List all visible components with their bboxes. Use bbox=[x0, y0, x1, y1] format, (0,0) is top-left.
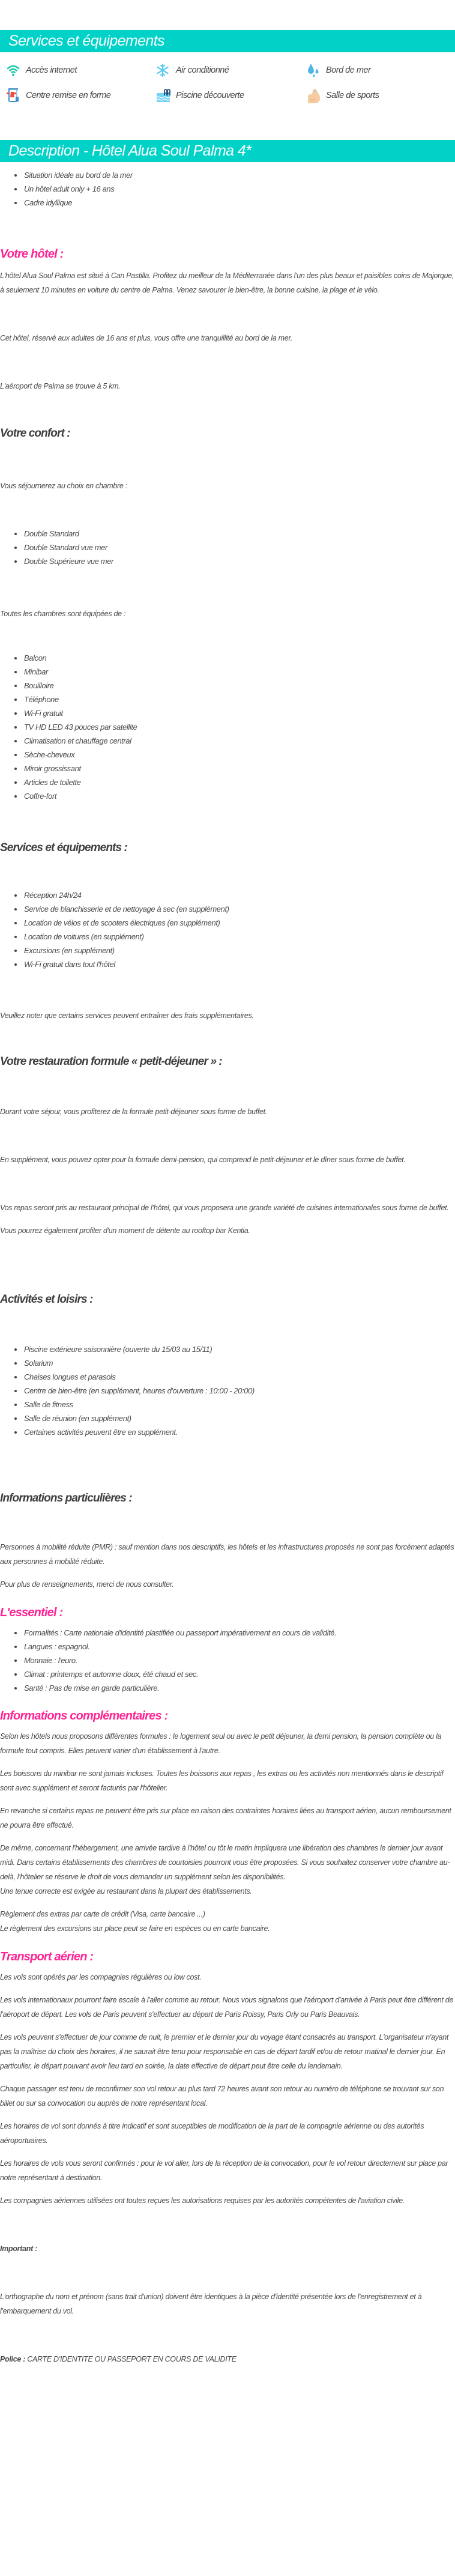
transport-paragraph: Les horaires de vol sont donnés à titre indicatif et sont suceptibles de modification de la part de la compagnie aérienne ou des autorités aéroportuaires. bbox=[0, 2122, 424, 2145]
section-heading-services: Services et équipements : bbox=[0, 841, 127, 854]
amenity-label: Bord de mer bbox=[326, 65, 371, 75]
amenity-label: Accès internet bbox=[26, 65, 77, 75]
hotel-paragraph: L'aéroport de Palma se trouve à 5 km. bbox=[0, 382, 121, 390]
amenity-label: Salle de sports bbox=[326, 91, 379, 100]
services-banner-title: Services et équipements bbox=[8, 32, 164, 49]
list-item: Location de voitures (en supplément) bbox=[24, 930, 455, 944]
restauration-paragraph: Vous pourrez également profiter d'un moment de détente au rooftop bar Kentia. bbox=[0, 1226, 250, 1235]
list-item: Cadre idyllique bbox=[24, 196, 455, 210]
list-item: Balcon bbox=[24, 651, 455, 665]
list-item: Location de vélos et de scooters électriques (en supplément) bbox=[24, 916, 455, 930]
list-item: Certaines activités peuvent être en supplément. bbox=[24, 1425, 455, 1439]
fitness-machine-icon bbox=[7, 88, 26, 103]
amenity-label: Air conditionné bbox=[176, 65, 229, 75]
hotel-paragraph: Cet hôtel, réservé aux adultes de 16 ans et plus, vous offre une tranquillité au bord de la mer. bbox=[0, 334, 293, 342]
list-item: Salle de fitness bbox=[24, 1398, 455, 1411]
section-heading-transport: Transport aérien : bbox=[0, 1950, 94, 1963]
swimming-pool-icon bbox=[157, 88, 176, 103]
important-paragraph: L'orthographe du nom et prénom (sans trait d'union) doivent être identiques à la pièce d'identité présentée lors de l'enregistrement et à l'embarquement du vol. bbox=[0, 2293, 422, 2315]
list-item: Service de blanchisserie et de nettoyage à sec (en supplément) bbox=[24, 902, 455, 916]
section-heading-activites: Activités et loisirs : bbox=[0, 1293, 93, 1306]
list-item: Wi-Fi gratuit dans tout l'hôtel bbox=[24, 957, 455, 971]
informations-paragraph: Pour plus de renseignements, merci de nous consulter. bbox=[0, 1580, 174, 1589]
list-item: Piscine extérieure saisonnière (ouverte du 15/03 au 15/11) bbox=[24, 1342, 455, 1356]
list-item: Coffre-fort bbox=[24, 789, 455, 803]
list-item: Sèche-cheveux bbox=[24, 748, 455, 762]
description-banner bbox=[0, 140, 455, 162]
complementaires-paragraph: Les boissons du minibar ne sont jamais incluses. Toutes les boissons aux repas , les extras ou les activités non mentionnés dans le descriptif sont avec supplément et seront facturés par l'hôtelier. bbox=[0, 1769, 444, 1792]
informations-paragraph: Personnes à mobilité réduite (PMR) : sauf mention dans nos descriptifs, les hôtels et les infrastructures proposés ne sont pas forcément adaptés aux personnes à mobilité réduite. bbox=[0, 1543, 454, 1566]
complementaires-paragraph: Le règlement des excursions sur place peut se faire en espèces ou en carte bancaire. bbox=[0, 1924, 270, 1933]
restauration-paragraph: En supplément, vous pouvez opter pour la formule demi-pension, qui comprend le petit-déjeuner et le dîner sous forme de buffet. bbox=[0, 1156, 406, 1164]
amenity-air-conditioning bbox=[157, 63, 307, 77]
list-item: TV HD LED 43 pouces par satellite bbox=[24, 720, 455, 734]
restauration-paragraph: Vos repas seront pris au restaurant principal de l’hôtel, qui vous proposera une grande variété de cuisines internationales sous forme de buffet. bbox=[0, 1204, 449, 1212]
section-heading-confort: Votre confort : bbox=[0, 427, 70, 440]
complementaires-paragraph: Règlement des extras par carte de crédit (Visa, carte bancaire ...) bbox=[0, 1910, 205, 1918]
list-item: Téléphone bbox=[24, 692, 455, 706]
list-item: Langues : espagnol. bbox=[24, 1640, 455, 1653]
rooms-list bbox=[0, 527, 455, 568]
complementaires-paragraph: De même, concernant l'hébergement, une arrivée tardive à l'hôtel ou tôt le matin impliquera une libération des chambres le dernier jour avant midi. Dans certains établissements des chambres de courtoisies pourront vous être proposées. Si vous souhaitez conserver votre chambre au-delà, l'hôtelier se réserve le droit de vous demander un supplément selon les disponibilités. bbox=[0, 1844, 450, 1881]
list-item: Miroir grossissant bbox=[24, 762, 455, 775]
complementaires-paragraph: Une tenue correcte est exigée au restaurant dans la plupart des établissements. bbox=[0, 1887, 252, 1896]
section-heading-hotel: Votre hôtel : bbox=[0, 247, 64, 261]
list-item: Excursions (en supplément) bbox=[24, 944, 455, 957]
activities-list bbox=[0, 1342, 455, 1439]
hotel-paragraph: L'hôtel Alua Soul Palma est situé à Can Pastilla. Profitez du meilleur de la Méditerranée dans l'un des plus beaux et paisibles coins de Majorque, à seulement 10 minutes en voiture du centre de Palma. Venez savourer le bien-être, la bonne cuisine, la plage et le vélo. bbox=[0, 271, 454, 294]
list-item: Solarium bbox=[24, 1356, 455, 1370]
description-content bbox=[0, 247, 455, 2378]
list-item: Santé : Pas de mise en garde particulière. bbox=[24, 1681, 455, 1695]
list-item: Situation idéale au bord de la mer bbox=[24, 168, 455, 182]
list-item: Minibar bbox=[24, 665, 455, 679]
section-heading-informations: Informations particulières : bbox=[0, 1492, 132, 1505]
amenity-label: Piscine découverte bbox=[176, 91, 244, 100]
amenity-fitness-center bbox=[7, 88, 157, 103]
amenity-gym bbox=[307, 88, 455, 103]
services-note: Veuillez noter que certains services peuvent entraîner des frais supplémentaires. bbox=[0, 1011, 254, 1020]
list-item: Articles de toilette bbox=[24, 775, 455, 789]
list-item: Bouilloire bbox=[24, 679, 455, 692]
services-banner bbox=[0, 30, 455, 52]
transport-paragraph: Les compagnies aériennes utilisées ont toutes reçues les autorisations requises par les autorités compétentes de l'aviation civile. bbox=[0, 2196, 405, 2205]
flexed-arm-icon bbox=[307, 88, 326, 103]
amenity-outdoor-pool bbox=[157, 88, 307, 103]
police-label: Police : bbox=[0, 2355, 26, 2363]
description-banner-title: Description - Hôtel Alua Soul Palma 4* bbox=[8, 142, 252, 159]
list-item: Un hôtel adult only + 16 ans bbox=[24, 182, 455, 196]
important-heading: Important : bbox=[0, 2244, 37, 2253]
list-item: Climatisation et chauffage central bbox=[24, 734, 455, 748]
amenity-label: Centre remise en forme bbox=[26, 91, 111, 100]
list-item: Double Standard bbox=[24, 527, 455, 541]
section-heading-restauration: Votre restauration formule « petit-déjeuner » : bbox=[0, 1055, 222, 1068]
highlights-list bbox=[0, 168, 455, 210]
complementaires-paragraph: En revanche si certains repas ne peuvent être pris sur place en raison des contraintes horaires liées au transport aérien, aucun remboursement ne pourra être effectué. bbox=[0, 1807, 451, 1829]
wifi-icon bbox=[7, 63, 26, 77]
list-item: Réception 24h/24 bbox=[24, 888, 455, 902]
section-heading-complementaires: Informations complémentaires : bbox=[0, 1709, 168, 1723]
list-item: Salle de réunion (en supplément) bbox=[24, 1411, 455, 1425]
rooms-intro: Vous séjournerez au choix en chambre : bbox=[0, 482, 127, 490]
transport-paragraph: Les vols peuvent s'effectuer de jour comme de nuit, le premier et le dernier jour du voyage étant consacrés au transport. L'organisateur n'ayant pas la maîtrise du choix des horaires, il ne saurait être tenu pour responsable en cas de départ tardif et/ou de retour matinal le dernier jour. En particulier, le départ pouvant avoir lieu tard en soirée, la date effective de départ peut être celle du lendemain. bbox=[0, 2033, 449, 2070]
snowflake-icon bbox=[157, 63, 176, 77]
amenities-grid bbox=[0, 52, 455, 103]
transport-paragraph: Les horaires de vols vous seront confirmés : pour le vol aller, lors de la réception de la convocation, pour le vol retour directement sur place par notre représentant à destination. bbox=[0, 2159, 448, 2182]
amenity-internet bbox=[7, 63, 157, 77]
police-line bbox=[0, 2352, 455, 2378]
list-item: Formalités : Carte nationale d'identité plastifiée ou passeport impérativement en cours de validité. bbox=[24, 1626, 455, 1640]
list-item: Centre de bien-être (en supplément, heures d'ouverture : 10:00 - 20:00) bbox=[24, 1384, 455, 1398]
list-item: Double Standard vue mer bbox=[24, 541, 455, 554]
water-drops-icon bbox=[307, 63, 326, 77]
police-value: CARTE D'IDENTITE OU PASSEPORT EN COURS DE VALIDITE bbox=[25, 2355, 237, 2363]
equipment-list bbox=[0, 651, 455, 803]
complementaires-paragraph: Selon les hôtels nous proposons différentes formules : le logement seul ou avec le petit déjeuner, la demi pension, la pension complète ou la formule tout compris. Elles peuvent varier d'un établissement à l'autre. bbox=[0, 1732, 442, 1755]
list-item: Wi-Fi gratuit bbox=[24, 706, 455, 720]
section-heading-essentiel: L'essentiel : bbox=[0, 1606, 63, 1619]
restauration-paragraph: Durant votre séjour, vous profiterez de la formule petit-déjeuner sous forme de buffet. bbox=[0, 1108, 267, 1116]
list-item: Monnaie : l'euro. bbox=[24, 1653, 455, 1667]
transport-paragraph: Chaque passager est tenu de reconfirmer son vol retour au plus tard 72 heures avant son retour au numéro de téléphone se trouvant sur son billet ou sur sa convocation ou auprès de notre représentant local. bbox=[0, 2085, 444, 2108]
equipment-intro: Toutes les chambres sont équipées de : bbox=[0, 610, 126, 618]
services-list bbox=[0, 888, 455, 971]
list-item: Double Supérieure vue mer bbox=[24, 554, 455, 568]
transport-paragraph: Les vols sont opérés par les compagnies régulières ou low cost. bbox=[0, 1973, 202, 1981]
list-item: Climat : printemps et automne doux, été chaud et sec. bbox=[24, 1667, 455, 1681]
essentiel-list bbox=[0, 1626, 455, 1695]
list-item: Chaises longues et parasols bbox=[24, 1370, 455, 1384]
amenity-seaside bbox=[307, 63, 455, 77]
transport-paragraph: Les vols internationaux pourront faire escale à l'aller comme au retour. Nous vous signalons que l'aéroport d'arrivée à Paris peut être différent de l'aéroport de départ. Les vols de Paris peuvent s'effectuer au départ de Paris Roissy, Paris Orly ou Paris Beauvais. bbox=[0, 1996, 454, 2019]
